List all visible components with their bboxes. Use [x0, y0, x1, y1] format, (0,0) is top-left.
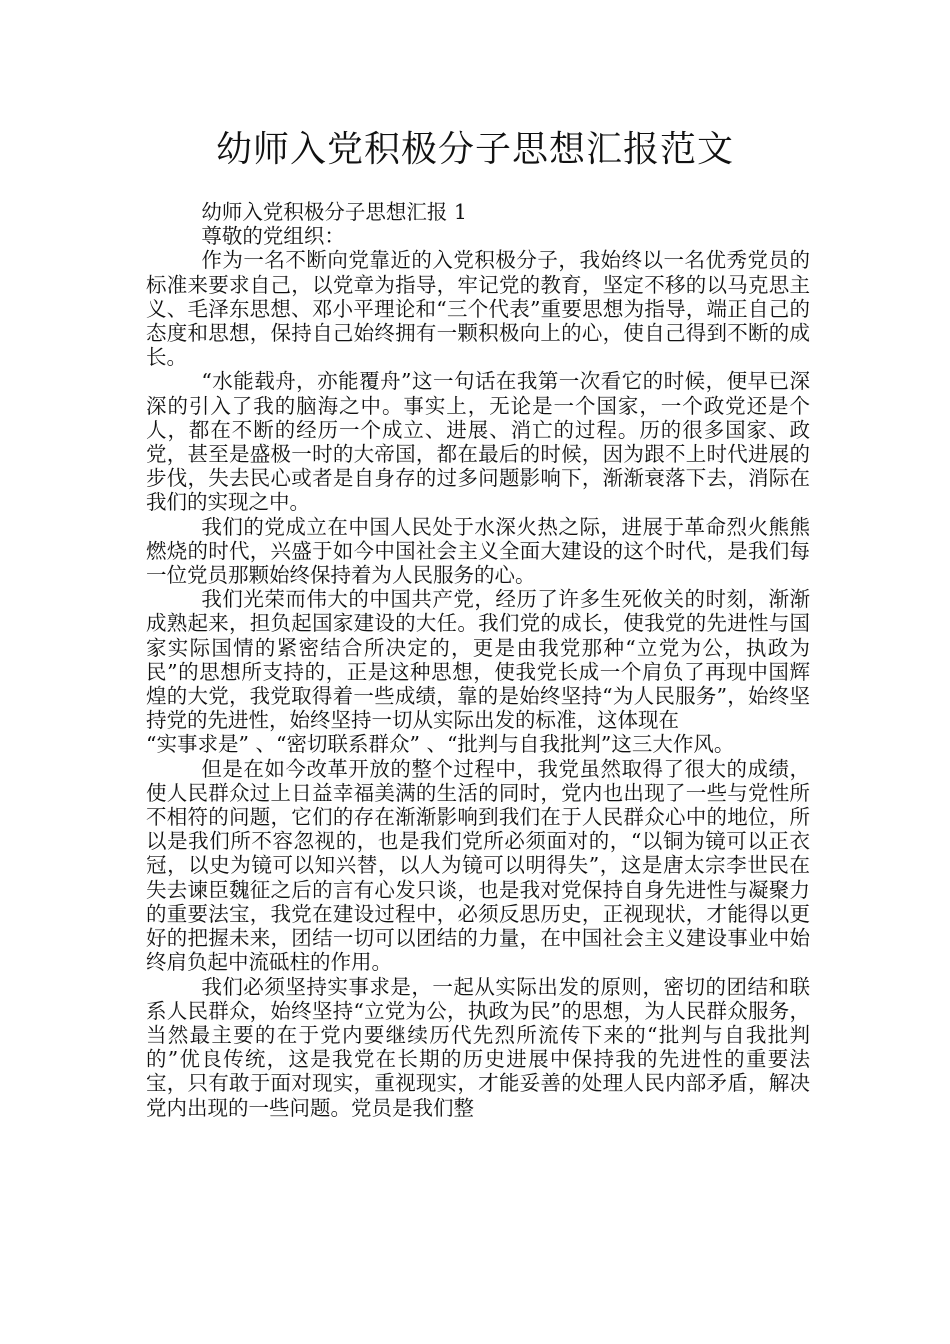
paragraph-4-continuation: “实事求是” 、“密切联系群众” 、“批判与自我批判”这三大作风。 [146, 732, 735, 757]
paragraph-1: 作为一名不断向党靠近的入党积极分子，我始终以一名优秀党员的标准来要求自己，以党章为指导，牢记党的教育，坚定不移的以马克思主义、毛泽东思想、邓小平理论和“三个代表”重要思想为指导，端正自己的态度和思想，保持自己始终拥有一颗积极向上的心，使自己得到不断的成长。 [146, 248, 810, 370]
paragraph-4: 我们光荣而伟大的中国共产党，经历了许多生死攸关的时刻，渐渐成熟起来，担负起国家建设的大任。我们党的成长，使我党的先进性与国家实际国情的紧密结合所决定的，更是由我党那种“立党为公，执政为民”的思想所支持的，正是这种思想，使我党长成一个肩负了再现中国辉煌的大党，我党取得着一些成绩，靠的是始终坚持“为人民服务”，始终坚持党的先进性，始终坚持一切从实际出发的标准，这体现在 [146, 587, 810, 733]
paragraph-3: 我们的党成立在中国人民处于水深火热之际，进展于革命烈火熊熊燃烧的时代，兴盛于如今中国社会主义全面大建设的这个时代，是我们每一位党员那颗始终保持着为人民服务的心。 [146, 514, 810, 588]
report-heading: 幼师入党积极分子思想汇报 1 [201, 200, 467, 224]
document-title: 幼师入党积极分子思想汇报范文 [215, 129, 734, 170]
document-body [146, 200, 810, 1120]
paragraph-5: 但是在如今改革开放的整个过程中，我党虽然取得了很大的成绩，使人民群众过上日益幸福美满的生活的同时，党内也出现了一些与党性所不相符的问题，它们的存在渐渐影响到我们在于人民群众心中的地位，所以是我们所不容忽视的，也是我们党所必须面对的，“以铜为镜可以正衣冠，以史为镜可以知兴替，以人为镜可以明得失”，这是唐太宗李世民在失去谏臣魏征之后的言有心发只谈，也是我对党保持自身先进性与凝聚力的重要法宝，我党在建设过程中，必须反思历史，正视现状，才能得以更好的把握未来，团结一切可以团结的力量，在中国社会主义建设事业中始终肩负起中流砥柱的作用。 [146, 756, 810, 975]
paragraph-6: 我们必须坚持实事求是，一起从实际出发的原则，密切的团结和联系人民群众，始终坚持“立党为公，执政为民”的思想，为人民群众服务，当然最主要的在于党内要继续历代先烈所流传下来的“批判与自我批判的”优良传统，这是我党在长期的历史进展中保持我的先进性的重要法宝，只有敢于面对现实，重视现实，才能妥善的处理人民内部矛盾，解决党内出现的一些问题。党员是我们整 [146, 974, 810, 1120]
salutation: 尊敬的党组织： [201, 224, 345, 249]
paragraph-2: “水能载舟，亦能覆舟”这一句话在我第一次看它的时候，便早已深深的引入了我的脑海之中。事实上，无论是一个国家，一个政党还是个人，都在不断的经历一个成立、进展、消亡的过程。历的很多国家、政党，甚至是盛极一时的大帝国，都在最后的时候，因为跟不上时代进展的步伐，失去民心或者是自身存的过多问题影响下，渐渐衰落下去，消际在我们的实现之中。 [146, 369, 810, 515]
